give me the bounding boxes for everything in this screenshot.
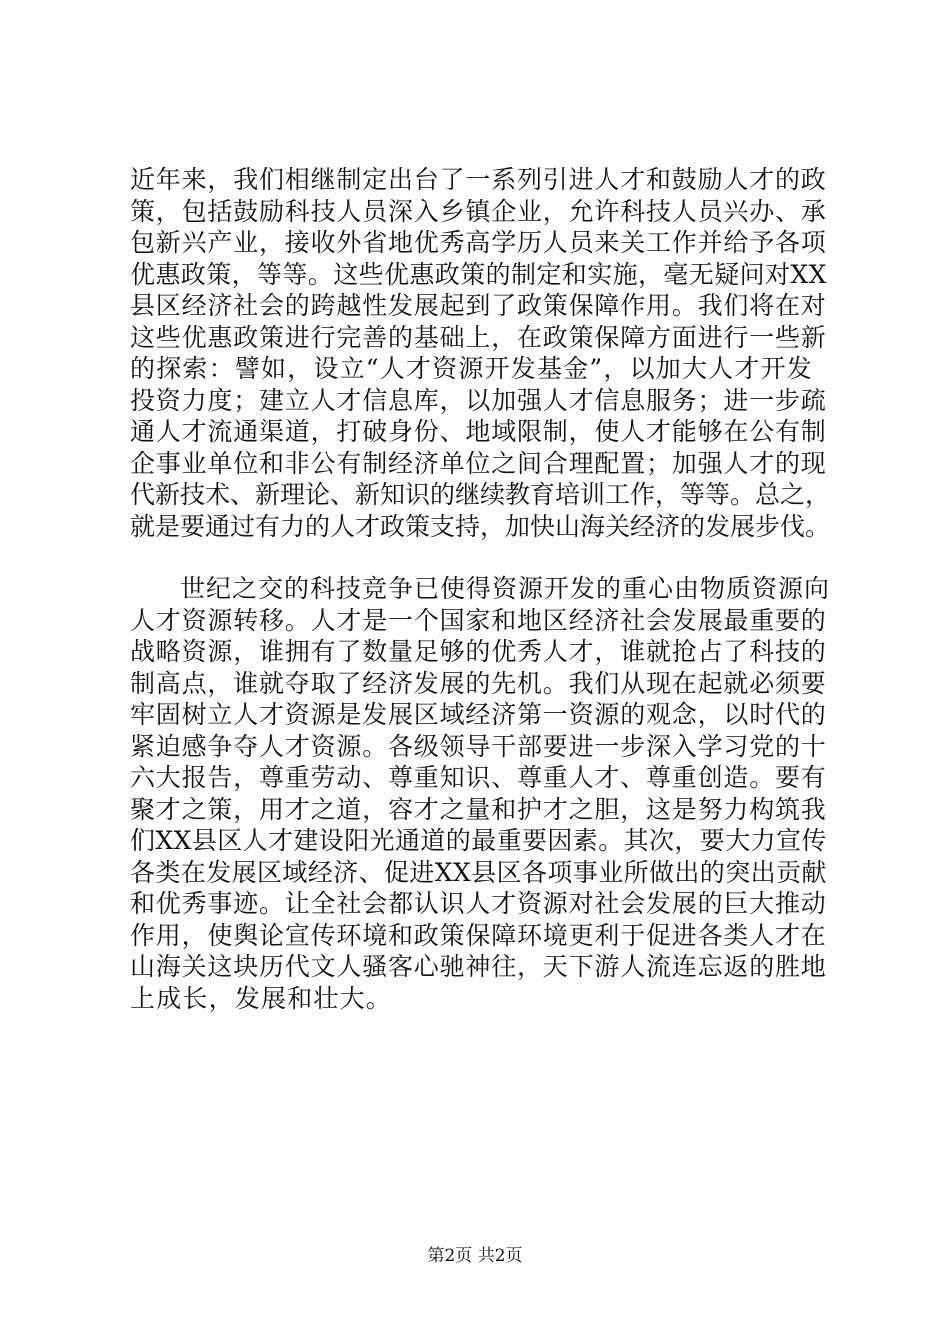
text-line: 牢固树立人才资源是发展区域经济第一资源的观念，以时代的 xyxy=(130,700,827,729)
text-line: 这些优惠政策进行完善的基础上，在政策保障方面进行一些新 xyxy=(130,322,827,352)
text-line: 紧迫感争夺人才资源。各级领导干部要进一步深入学习党的十 xyxy=(130,731,827,761)
text-line: 们XX县区人才建设阳光通道的最重要因素。其次，要大力宣传 xyxy=(130,826,827,855)
text-line: 作用，使舆论宣传环境和政策保障环境更利于促进各类人才在 xyxy=(130,920,827,950)
page-number-footer: 第2页 共2页 xyxy=(427,1246,523,1266)
text-line: 代新技术、新理论、新知识的继续教育培训工作，等等。总之， xyxy=(130,480,831,509)
text-line: 企事业单位和非公有制经济单位之间合理配置；加强人才的现 xyxy=(130,448,827,478)
text-line: 山海关这块历代文人骚客心驰神往，天下游人流连忘返的胜地 xyxy=(130,952,827,981)
text-line: 通人才流通渠道，打破身份、地域限制，使人才能够在公有制 xyxy=(130,417,827,446)
text-line: 战略资源，谁拥有了数量足够的优秀人才，谁就抢占了科技的 xyxy=(130,637,827,666)
text-line: 世纪之交的科技竞争已使得资源开发的重心由物质资源向 xyxy=(180,574,831,603)
text-line: 六大报告，尊重劳动、尊重知识、尊重人才、尊重创造。要有 xyxy=(130,763,827,792)
text-line: 就是要通过有力的人才政策支持，加快山海关经济的发展步伐。 xyxy=(130,511,831,541)
text-line: 上成长，发展和壮大。 xyxy=(130,983,393,1013)
text-line: 包新兴产业，接收外省地优秀高学历人员来关工作并给予各项 xyxy=(130,228,827,257)
text-line: 县区经济社会的跨越性发展起到了政策保障作用。我们将在对 xyxy=(130,291,827,320)
text-line: 投资力度；建立人才信息库，以加强人才信息服务；进一步疏 xyxy=(130,385,827,415)
text-line: 优惠政策，等等。这些优惠政策的制定和实施，毫无疑问对XX xyxy=(130,259,827,289)
text-line: 的探索：譬如，设立“人才资源开发基金”，以加大人才开发 xyxy=(130,354,813,383)
text-line: 制高点，谁就夺取了经济发展的先机。我们从现在起就必须要 xyxy=(130,668,827,698)
text-line: 近年来，我们相继制定出台了一系列引进人才和鼓励人才的政 xyxy=(130,165,827,194)
text-line: 各类在发展区域经济、促进XX县区各项事业所做出的突出贡献 xyxy=(130,857,827,887)
text-line: 聚才之策，用才之道，容才之量和护才之胆，这是努力构筑我 xyxy=(130,794,827,824)
paragraph-policy-support xyxy=(130,164,830,542)
text-line: 和优秀事迹。让全社会都认识人才资源对社会发展的巨大推动 xyxy=(130,889,827,918)
paragraph-talent-resources xyxy=(130,573,830,1014)
text-line: 策，包括鼓励科技人员深入乡镇企业，允许科技人员兴办、承 xyxy=(130,196,827,226)
text-line: 人才资源转移。人才是一个国家和地区经济社会发展最重要的 xyxy=(130,605,827,635)
